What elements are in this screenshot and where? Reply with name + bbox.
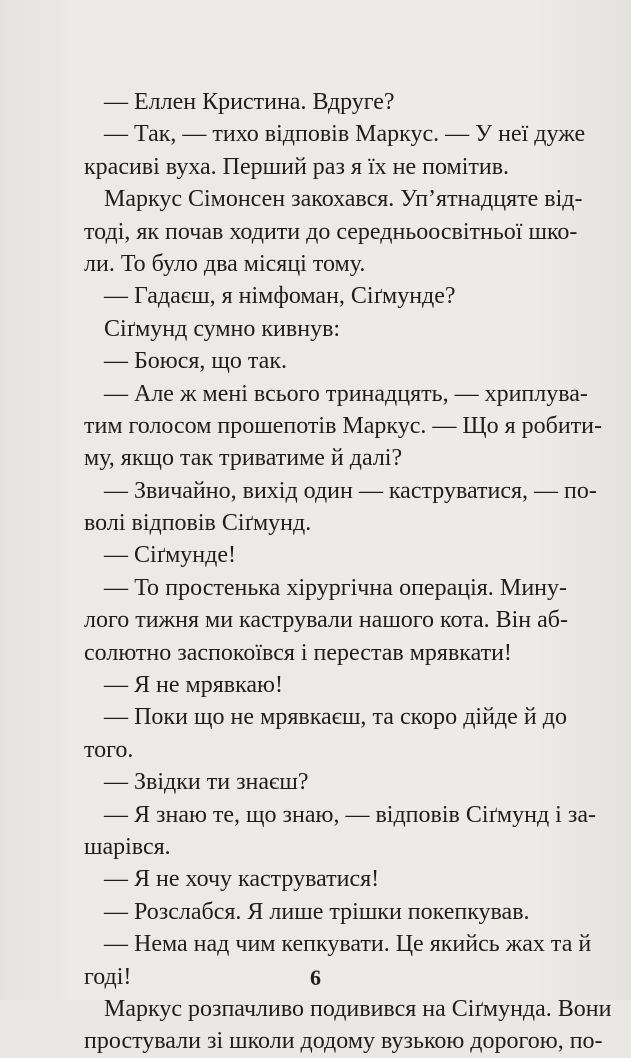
text-line: — Боюся, що так.: [104, 348, 287, 375]
text-line: того.: [84, 736, 134, 763]
text-line: му, якщо так триватиме й далі?: [84, 445, 403, 472]
text-line: — Звідки ти знаєш?: [104, 769, 309, 796]
text-line: солютно заспокоївся і перестав мрявкати!: [84, 639, 512, 666]
text-line: — Гадаєш, я німфоман, Сіґмунде?: [104, 283, 456, 310]
text-line: тим голосом прошепотів Маркус. — Що я робити-: [84, 412, 602, 439]
text-line: простували зі школи додому вузькою дорогою, по-: [84, 1028, 603, 1055]
text-line: ли. То було два місяці тому.: [84, 250, 366, 277]
text-line: — Еллен Кристина. Вдруге?: [104, 89, 395, 115]
text-line: Маркус розпачливо подивився на Сіґмунда. Вони: [104, 995, 612, 1022]
text-line: — Але ж мені всього тринадцять, — хриплува-: [104, 380, 588, 407]
text-line: — Сіґмунде!: [104, 542, 236, 569]
text-line: — Поки що не мрявкаєш, та скоро дійде й до: [104, 704, 567, 731]
text-line: — Так, — тихо відповів Маркус. — У неї дуже: [104, 121, 586, 148]
text-line: — Я не хочу каструватися!: [104, 866, 380, 893]
text-line: — Я знаю те, що знаю, — відповів Сіґмунд і за-: [104, 801, 596, 828]
text-line: — Розслабся. Я лише трішки покепкував.: [104, 898, 530, 925]
text-line: волі відповів Сіґмунд.: [84, 510, 312, 537]
text-line: красиві вуха. Перший раз я їх не помітив.: [84, 153, 510, 180]
text-line: годі!: [84, 963, 132, 990]
text-line: шарівся.: [84, 833, 171, 860]
text-line: тоді, як почав ходити до середньоосвітньої шко-: [84, 218, 578, 245]
page-number: 6: [310, 965, 321, 990]
text-line: — Звичайно, вихід один — каструватися, — по-: [104, 477, 597, 504]
body-text: [84, 86, 612, 1058]
text-line: — То простенька хірургічна операція. Мину-: [104, 574, 567, 601]
text-line: Сіґмунд сумно кивнув:: [104, 315, 341, 342]
text-line: — Нема над чим кепкувати. Це якийсь жах та й: [104, 931, 592, 958]
text-line: лого тижня ми кастрували нашого кота. Він аб-: [84, 607, 568, 634]
text-line: — Я не мрявкаю!: [104, 672, 283, 699]
text-line: Маркус Сімонсен закохався. Уп’ятнадцяте від-: [104, 186, 583, 213]
